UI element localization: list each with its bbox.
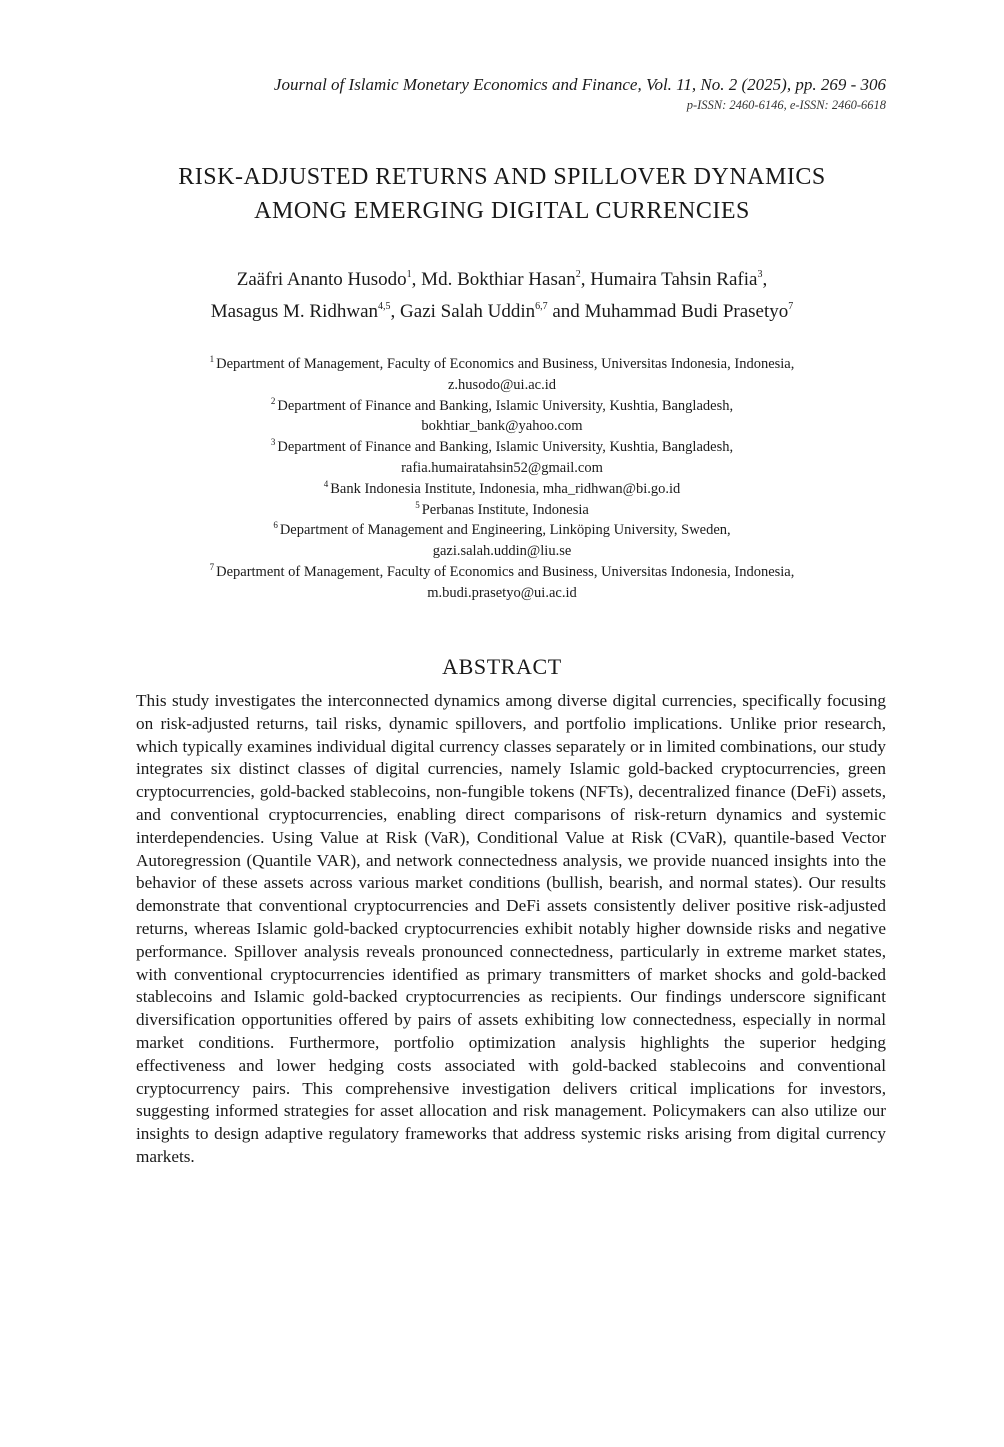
affiliation-email: gazi.salah.uddin@liu.se (432, 543, 572, 560)
author-name: Humaira Tahsin Rafia (590, 269, 758, 290)
author-name: Zaäfri Ananto Husodo (236, 269, 407, 290)
author-affil-ref: 2 (575, 269, 581, 280)
journal-citation: Journal of Islamic Monetary Economics and Finance, Vol. 11, No. 2 (2025), pp. 269 - 306 (273, 75, 886, 94)
affiliation-3: $^3$ Department of Finance and Banking, Islamic University, Kushtia, Bangladesh, (270, 437, 734, 456)
affiliation-email: rafia.humairatahsin52@gmail.com (401, 459, 603, 476)
affiliation-email: z.husodo@ui.ac.id (448, 376, 556, 393)
abstract-body: This study investigates the interconnected dynamics among diverse digital currencies, specifically focusing on risk-adjusted returns, tail risks, dynamic spillovers, and portfolio implications. Unlike prior research, which typically examines individual digital currency classes separately or in limited combinations, our study integrates six distinct classes of digital currencies, namely Islamic gold-backed cryptocurrencies, green cryptocurrencies, gold-backed stablecoins, non-fungible tokens (NFTs), decentralized finance (DeFi) assets, and conventional cryptocurrencies, enabling direct comparisons of risk-return dynamics and systemic interdependencies. Using Value at Risk (VaR), Conditional Value at Risk (CVaR), quantile-based Vector Autoregression (Quantile VAR), and network connectedness analysis, we provide nuanced insights into the behavior of these assets across various market conditions (bullish, bearish, and normal states). Our results demonstrate that conventional cryptocurrencies and DeFi assets consistently deliver positive risk-adjusted returns, whereas Islamic gold-backed cryptocurrencies exhibit notably higher downside risks and negative performance. Spillover analysis reveals pronounced connectedness, particularly in extreme market states, with conventional cryptocurrencies identified as primary transmitters of market shocks and gold-backed stablecoins and Islamic gold-backed cryptocurrencies as recipients. Our findings underscore significant diversification opportunities offered by pairs of assets exhibiting low connectedness, especially in normal market conditions. Furthermore, portfolio optimization analysis highlights the superior hedging effectiveness and lower hedging costs associated with gold-backed stablecoins and conventional cryptocurrency pairs. This comprehensive investigation delivers critical implications for investors, suggesting informed strategies for asset allocation and risk management. Policymakers can also utilize our insights to design adaptive regulatory frameworks that address systemic risks arising from digital currency markets. (136, 691, 886, 1166)
author-separator: , (411, 269, 422, 290)
affiliation-email: bokhtiar_bank@yahoo.com (421, 418, 583, 435)
author-line-2 (0, 296, 1004, 328)
affiliation-4: $^4$ Bank Indonesia Institute, Indonesia, mha_ridhwan@bi.go.id (323, 478, 681, 497)
author-list (0, 264, 1004, 328)
title-line-2: AMONG EMERGING DIGITAL CURRENCIES (254, 198, 750, 224)
author-affil-ref: 6,7 (535, 301, 548, 312)
journal-header (274, 74, 886, 114)
affiliation-list (0, 354, 1004, 604)
affiliation-5: $^5$ Perbanas Institute, Indonesia (415, 499, 589, 518)
author-separator: and (547, 301, 585, 322)
author-affil-ref: 3 (757, 269, 763, 280)
author-name: Masagus M. Ridhwan (210, 301, 379, 322)
abstract-heading: ABSTRACT (442, 654, 562, 679)
issn-line: p-ISSN: 2460-6146, e-ISSN: 2460-6618 (686, 98, 886, 112)
affiliation-6: $^6$ Department of Management and Engineering, Linköping University, Sweden, (273, 520, 731, 539)
author-affil-ref: 1 (406, 269, 412, 280)
author-name: Md. Bokthiar Hasan (421, 269, 576, 290)
affiliation-1: $^1$ Department of Management, Faculty of Economics and Business, Universitas Indonesia, Indonesia, (209, 354, 795, 372)
author-line-1 (0, 264, 1004, 296)
author-name: Gazi Salah Uddin (400, 301, 536, 322)
author-separator: , (580, 269, 591, 290)
affiliation-2: $^2$ Department of Finance and Banking, Islamic University, Kushtia, Bangladesh, (270, 395, 734, 414)
author-separator: , (762, 269, 768, 290)
affiliation-7: $^7$ Department of Management, Faculty of Economics and Business, Universitas Indonesia, Indonesia, (209, 561, 795, 580)
paper-title (0, 160, 1004, 228)
author-affil-ref: 7 (788, 301, 794, 312)
author-separator: , (390, 301, 401, 322)
author-name: Muhammad Budi Prasetyo (584, 301, 789, 322)
title-line-1: RISK-ADJUSTED RETURNS AND SPILLOVER DYNAMICS (178, 164, 826, 190)
author-affil-ref: 4,5 (378, 301, 391, 312)
affiliation-email: m.budi.prasetyo@ui.ac.id (427, 584, 577, 601)
